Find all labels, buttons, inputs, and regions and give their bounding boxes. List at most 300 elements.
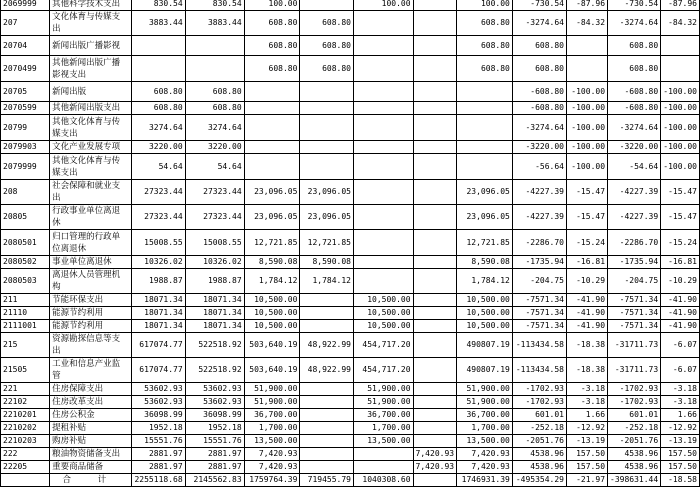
cell-c8: -1702.93 xyxy=(512,396,566,409)
cell-code: 21505 xyxy=(1,358,50,383)
cell-c11: -41.90 xyxy=(661,294,700,307)
cell-c6 xyxy=(413,409,457,422)
cell-c9: -87.96 xyxy=(567,0,608,11)
cell-c4: 1,784.12 xyxy=(300,269,354,294)
cell-c3: 8,590.08 xyxy=(244,256,300,269)
cell-c8: -3274.64 xyxy=(512,115,566,141)
cell-c11: -41.90 xyxy=(661,320,700,333)
table-row xyxy=(1,396,700,409)
cell-c5 xyxy=(354,448,414,461)
cell-c2: 830.54 xyxy=(185,0,244,11)
cell-c3: 1,700.00 xyxy=(244,422,300,435)
cell-c1: 54.64 xyxy=(131,154,185,180)
cell-c3: 1,784.12 xyxy=(244,269,300,294)
cell-c6 xyxy=(413,435,457,448)
cell-c5: 13,500.00 xyxy=(354,435,414,448)
cell-c10: 608.80 xyxy=(608,56,661,82)
cell-c10: 4538.96 xyxy=(608,461,661,474)
table-row xyxy=(1,461,700,474)
cell-c7: 12,721.85 xyxy=(457,230,513,256)
cell-c6 xyxy=(413,422,457,435)
cell-c5: 100.00 xyxy=(354,0,414,11)
cell-c5 xyxy=(354,205,414,230)
total-row xyxy=(1,474,700,487)
cell-c11: -3.18 xyxy=(661,383,700,396)
table-row xyxy=(1,102,700,115)
cell-c1: 830.54 xyxy=(131,0,185,11)
cell-name: 提租补贴 xyxy=(50,422,131,435)
table-row xyxy=(1,141,700,154)
cell-c11: -16.81 xyxy=(661,256,700,269)
cell-c6 xyxy=(413,102,457,115)
cell-name: 能源节约利用 xyxy=(50,320,131,333)
cell-c7 xyxy=(457,115,513,141)
cell-name: 重要商品储备 xyxy=(50,461,131,474)
cell-c10: -730.54 xyxy=(608,0,661,11)
cell-c8: -3274.64 xyxy=(512,11,566,36)
cell-name: 其他文化体育与传媒支出 xyxy=(50,154,131,180)
cell-c9: -10.29 xyxy=(567,269,608,294)
cell-c1: 3220.00 xyxy=(131,141,185,154)
cell-c1 xyxy=(131,56,185,82)
cell-c11: -13.19 xyxy=(661,435,700,448)
cell-c2: 608.80 xyxy=(185,82,244,102)
cell-code: 2070499 xyxy=(1,56,50,82)
cell-c8: -608.80 xyxy=(512,102,566,115)
cell-c8: -56.64 xyxy=(512,154,566,180)
cell-code: 2210201 xyxy=(1,409,50,422)
cell-c2: 522518.92 xyxy=(185,358,244,383)
cell-c8: -7571.34 xyxy=(512,294,566,307)
cell-c9: -100.00 xyxy=(567,141,608,154)
cell-c2: 18071.34 xyxy=(185,307,244,320)
cell-c11: -15.47 xyxy=(661,180,700,205)
cell-c8: -113434.58 xyxy=(512,358,566,383)
cell-c10: -4227.39 xyxy=(608,180,661,205)
cell-c1: 53602.93 xyxy=(131,396,185,409)
cell-c2: 54.64 xyxy=(185,154,244,180)
cell-code: 221 xyxy=(1,383,50,396)
cell-name: 粮油物资储备支出 xyxy=(50,448,131,461)
cell-c3 xyxy=(244,141,300,154)
cell-c11: -6.07 xyxy=(661,333,700,358)
cell-c10: -2286.70 xyxy=(608,230,661,256)
cell-c5: 454,717.20 xyxy=(354,333,414,358)
cell-c2: 18071.34 xyxy=(185,294,244,307)
cell-c10: -3274.64 xyxy=(608,11,661,36)
cell-c4 xyxy=(300,461,354,474)
cell-c4 xyxy=(300,102,354,115)
cell-c8: -252.18 xyxy=(512,422,566,435)
cell-c1: 2881.97 xyxy=(131,448,185,461)
cell-c6 xyxy=(413,256,457,269)
cell-c11: 157.50 xyxy=(661,448,700,461)
cell-code: 2069999 xyxy=(1,0,50,11)
cell-c5 xyxy=(354,269,414,294)
cell-c11: -100.00 xyxy=(661,82,700,102)
cell-c8: -2286.70 xyxy=(512,230,566,256)
cell-code: 211 xyxy=(1,294,50,307)
cell-c2: 2145562.83 xyxy=(185,474,244,487)
cell-c7: 608.80 xyxy=(457,56,513,82)
cell-c11: -87.96 xyxy=(661,0,700,11)
cell-c8: -7571.34 xyxy=(512,320,566,333)
cell-c11: -100.00 xyxy=(661,154,700,180)
cell-c3 xyxy=(244,82,300,102)
cell-c3: 503,640.19 xyxy=(244,333,300,358)
cell-c1: 1988.87 xyxy=(131,269,185,294)
cell-c10: -54.64 xyxy=(608,154,661,180)
cell-c1: 10326.02 xyxy=(131,256,185,269)
cell-c3: 7,420.93 xyxy=(244,461,300,474)
cell-c2: 3883.44 xyxy=(185,11,244,36)
cell-c3: 608.80 xyxy=(244,11,300,36)
table-row xyxy=(1,358,700,383)
table-row xyxy=(1,269,700,294)
cell-c7 xyxy=(457,82,513,102)
cell-c1: 2881.97 xyxy=(131,461,185,474)
cell-c7: 608.80 xyxy=(457,11,513,36)
cell-c2: 18071.34 xyxy=(185,320,244,333)
cell-c4 xyxy=(300,294,354,307)
cell-c5 xyxy=(354,115,414,141)
cell-c4 xyxy=(300,409,354,422)
cell-code: 20805 xyxy=(1,205,50,230)
cell-c4 xyxy=(300,422,354,435)
table-row xyxy=(1,435,700,448)
cell-c9: -16.81 xyxy=(567,256,608,269)
cell-c5 xyxy=(354,180,414,205)
cell-c5 xyxy=(354,461,414,474)
table-row xyxy=(1,230,700,256)
cell-c7: 23,096.05 xyxy=(457,205,513,230)
cell-c6 xyxy=(413,154,457,180)
cell-c3: 10,500.00 xyxy=(244,294,300,307)
cell-c8: -1702.93 xyxy=(512,383,566,396)
cell-c9: -3.18 xyxy=(567,396,608,409)
cell-c6 xyxy=(413,474,457,487)
cell-c10: 608.80 xyxy=(608,36,661,56)
cell-c11: -100.00 xyxy=(661,102,700,115)
cell-c8: 608.80 xyxy=(512,36,566,56)
cell-code: 2070599 xyxy=(1,102,50,115)
table-row xyxy=(1,11,700,36)
cell-c10: 4538.96 xyxy=(608,448,661,461)
cell-name: 资源勘探信息等支出 xyxy=(50,333,131,358)
cell-c3 xyxy=(244,115,300,141)
cell-c5: 10,500.00 xyxy=(354,307,414,320)
cell-c3: 12,721.85 xyxy=(244,230,300,256)
cell-c6 xyxy=(413,320,457,333)
table-row xyxy=(1,115,700,141)
cell-c8: 608.80 xyxy=(512,56,566,82)
cell-c4 xyxy=(300,141,354,154)
cell-c8: -4227.39 xyxy=(512,205,566,230)
cell-c7: 1746931.39 xyxy=(457,474,513,487)
cell-c2 xyxy=(185,56,244,82)
cell-c6: 7,420.93 xyxy=(413,461,457,474)
cell-code: 22102 xyxy=(1,396,50,409)
cell-c6 xyxy=(413,82,457,102)
cell-c6 xyxy=(413,0,457,11)
cell-c2: 27323.44 xyxy=(185,205,244,230)
cell-c4 xyxy=(300,0,354,11)
table-row xyxy=(1,36,700,56)
cell-name: 行政事业单位离退休 xyxy=(50,205,131,230)
cell-c5: 51,900.00 xyxy=(354,383,414,396)
cell-name: 工业和信息产业监管 xyxy=(50,358,131,383)
cell-c9: -41.90 xyxy=(567,307,608,320)
cell-c9: -18.38 xyxy=(567,333,608,358)
cell-c7: 13,500.00 xyxy=(457,435,513,448)
cell-c5 xyxy=(354,141,414,154)
cell-c7 xyxy=(457,102,513,115)
table-row xyxy=(1,383,700,396)
cell-c3: 10,500.00 xyxy=(244,307,300,320)
cell-c1: 27323.44 xyxy=(131,205,185,230)
cell-c10: -7571.34 xyxy=(608,307,661,320)
cell-c3: 1759764.39 xyxy=(244,474,300,487)
cell-c7: 36,700.00 xyxy=(457,409,513,422)
table-body xyxy=(1,0,700,487)
cell-code: 2079999 xyxy=(1,154,50,180)
cell-c5: 36,700.00 xyxy=(354,409,414,422)
table-row xyxy=(1,294,700,307)
cell-c10: -2051.76 xyxy=(608,435,661,448)
cell-name: 节能环保支出 xyxy=(50,294,131,307)
cell-c2: 1988.87 xyxy=(185,269,244,294)
cell-c7: 23,096.05 xyxy=(457,180,513,205)
cell-c9: -100.00 xyxy=(567,102,608,115)
cell-c9: -41.90 xyxy=(567,294,608,307)
cell-c10: -252.18 xyxy=(608,422,661,435)
cell-c5 xyxy=(354,102,414,115)
cell-c11: -100.00 xyxy=(661,115,700,141)
cell-c11 xyxy=(661,36,700,56)
table-row xyxy=(1,205,700,230)
cell-c11: -100.00 xyxy=(661,141,700,154)
cell-c5: 454,717.20 xyxy=(354,358,414,383)
cell-name: 其他文化体育与传媒支出 xyxy=(50,115,131,141)
cell-c11: -10.29 xyxy=(661,269,700,294)
cell-c8: -1735.94 xyxy=(512,256,566,269)
table-row xyxy=(1,56,700,82)
cell-name: 购房补贴 xyxy=(50,435,131,448)
cell-code: 2210202 xyxy=(1,422,50,435)
cell-c6 xyxy=(413,396,457,409)
cell-code: 222 xyxy=(1,448,50,461)
cell-c2: 608.80 xyxy=(185,102,244,115)
cell-c5: 10,500.00 xyxy=(354,320,414,333)
cell-c4: 608.80 xyxy=(300,56,354,82)
cell-c1: 3274.64 xyxy=(131,115,185,141)
cell-c7: 51,900.00 xyxy=(457,396,513,409)
cell-c5: 1040308.60 xyxy=(354,474,414,487)
cell-name: 离退休人员管理机构 xyxy=(50,269,131,294)
cell-c8: -730.54 xyxy=(512,0,566,11)
cell-code: 20705 xyxy=(1,82,50,102)
cell-code: 20704 xyxy=(1,36,50,56)
cell-c11: -15.24 xyxy=(661,230,700,256)
cell-c2: 10326.02 xyxy=(185,256,244,269)
cell-c10: -1702.93 xyxy=(608,396,661,409)
cell-c6 xyxy=(413,141,457,154)
cell-c7: 1,700.00 xyxy=(457,422,513,435)
cell-c3 xyxy=(244,102,300,115)
cell-c11: -41.90 xyxy=(661,307,700,320)
cell-name: 其他新闻出版广播影视支出 xyxy=(50,56,131,82)
cell-c3: 51,900.00 xyxy=(244,396,300,409)
cell-c1: 608.80 xyxy=(131,82,185,102)
cell-c5: 10,500.00 xyxy=(354,294,414,307)
cell-c8: -113434.58 xyxy=(512,333,566,358)
cell-c8: -608.80 xyxy=(512,82,566,102)
cell-c6 xyxy=(413,269,457,294)
cell-c10: -7571.34 xyxy=(608,320,661,333)
cell-c4: 608.80 xyxy=(300,36,354,56)
cell-c11: 157.50 xyxy=(661,461,700,474)
cell-c4 xyxy=(300,383,354,396)
cell-c3: 23,096.05 xyxy=(244,205,300,230)
cell-c10: -3220.00 xyxy=(608,141,661,154)
cell-c9: -15.47 xyxy=(567,205,608,230)
cell-c7: 8,590.08 xyxy=(457,256,513,269)
cell-name: 归口管理的行政单位离退休 xyxy=(50,230,131,256)
cell-c6 xyxy=(413,115,457,141)
table-row xyxy=(1,448,700,461)
cell-c10: -608.80 xyxy=(608,102,661,115)
cell-c2: 3274.64 xyxy=(185,115,244,141)
cell-c4 xyxy=(300,115,354,141)
cell-c1: 15008.55 xyxy=(131,230,185,256)
cell-c3: 7,420.93 xyxy=(244,448,300,461)
cell-c1: 617074.77 xyxy=(131,333,185,358)
cell-c7: 10,500.00 xyxy=(457,307,513,320)
cell-c4: 48,922.99 xyxy=(300,333,354,358)
cell-code: 207 xyxy=(1,11,50,36)
cell-c9: 157.50 xyxy=(567,448,608,461)
cell-c9: -15.24 xyxy=(567,230,608,256)
cell-c8: -495354.29 xyxy=(512,474,566,487)
cell-code xyxy=(1,474,50,487)
cell-c9: -15.47 xyxy=(567,180,608,205)
cell-c2: 2881.97 xyxy=(185,448,244,461)
cell-c7 xyxy=(457,141,513,154)
cell-c9: -3.18 xyxy=(567,383,608,396)
cell-c3: 13,500.00 xyxy=(244,435,300,448)
cell-c9: -84.32 xyxy=(567,11,608,36)
cell-c6 xyxy=(413,230,457,256)
cell-c10: -31711.73 xyxy=(608,333,661,358)
cell-c9: -41.90 xyxy=(567,320,608,333)
cell-c8: -7571.34 xyxy=(512,307,566,320)
cell-c4 xyxy=(300,82,354,102)
cell-c5 xyxy=(354,36,414,56)
cell-c7: 608.80 xyxy=(457,36,513,56)
cell-c2: 522518.92 xyxy=(185,333,244,358)
table-row xyxy=(1,82,700,102)
table-row xyxy=(1,333,700,358)
cell-c5 xyxy=(354,56,414,82)
cell-c7: 7,420.93 xyxy=(457,448,513,461)
cell-c2: 53602.93 xyxy=(185,396,244,409)
cell-c11: -84.32 xyxy=(661,11,700,36)
cell-c1: 15551.76 xyxy=(131,435,185,448)
table-row xyxy=(1,256,700,269)
cell-name: 文化体育与传媒支出 xyxy=(50,11,131,36)
cell-c8: 4538.96 xyxy=(512,448,566,461)
cell-c7: 51,900.00 xyxy=(457,383,513,396)
cell-c6 xyxy=(413,307,457,320)
cell-c9 xyxy=(567,56,608,82)
cell-c6 xyxy=(413,56,457,82)
cell-c3: 503,640.19 xyxy=(244,358,300,383)
cell-name: 其他新闻出版支出 xyxy=(50,102,131,115)
cell-name: 住房保障支出 xyxy=(50,383,131,396)
cell-name: 住房公积金 xyxy=(50,409,131,422)
cell-c8: -4227.39 xyxy=(512,180,566,205)
cell-c1: 53602.93 xyxy=(131,383,185,396)
cell-code: 2111001 xyxy=(1,320,50,333)
table-row xyxy=(1,422,700,435)
cell-c8: -3220.00 xyxy=(512,141,566,154)
cell-c2: 27323.44 xyxy=(185,180,244,205)
cell-c8: 601.01 xyxy=(512,409,566,422)
cell-c6 xyxy=(413,180,457,205)
cell-name: 文化产业发展专项 xyxy=(50,141,131,154)
cell-c7: 10,500.00 xyxy=(457,294,513,307)
cell-c1: 2255118.68 xyxy=(131,474,185,487)
cell-c5 xyxy=(354,256,414,269)
cell-c6 xyxy=(413,205,457,230)
cell-code: 20799 xyxy=(1,115,50,141)
cell-name: 新闻出版广播影视 xyxy=(50,36,131,56)
cell-code: 2080502 xyxy=(1,256,50,269)
cell-c1: 18071.34 xyxy=(131,320,185,333)
cell-c9: -21.97 xyxy=(567,474,608,487)
cell-c1: 1952.18 xyxy=(131,422,185,435)
cell-c6: 7,420.93 xyxy=(413,448,457,461)
cell-c11 xyxy=(661,56,700,82)
cell-c10: -4227.39 xyxy=(608,205,661,230)
cell-c9: 1.66 xyxy=(567,409,608,422)
cell-code: 2210203 xyxy=(1,435,50,448)
cell-c7 xyxy=(457,154,513,180)
table-row xyxy=(1,307,700,320)
cell-c10: 601.01 xyxy=(608,409,661,422)
cell-c7: 1,784.12 xyxy=(457,269,513,294)
cell-c9 xyxy=(567,36,608,56)
cell-c7: 7,420.93 xyxy=(457,461,513,474)
cell-c3: 608.80 xyxy=(244,56,300,82)
cell-c6 xyxy=(413,333,457,358)
cell-c9: -100.00 xyxy=(567,82,608,102)
cell-c3: 608.80 xyxy=(244,36,300,56)
table-row xyxy=(1,320,700,333)
cell-c9: -13.19 xyxy=(567,435,608,448)
cell-c3 xyxy=(244,154,300,180)
cell-c7: 10,500.00 xyxy=(457,320,513,333)
cell-c5: 1,700.00 xyxy=(354,422,414,435)
table-row xyxy=(1,180,700,205)
cell-c8: -2051.76 xyxy=(512,435,566,448)
cell-c4 xyxy=(300,154,354,180)
cell-c2: 1952.18 xyxy=(185,422,244,435)
table-row xyxy=(1,0,700,11)
cell-c2 xyxy=(185,36,244,56)
cell-code: 22205 xyxy=(1,461,50,474)
cell-c7: 100.00 xyxy=(457,0,513,11)
